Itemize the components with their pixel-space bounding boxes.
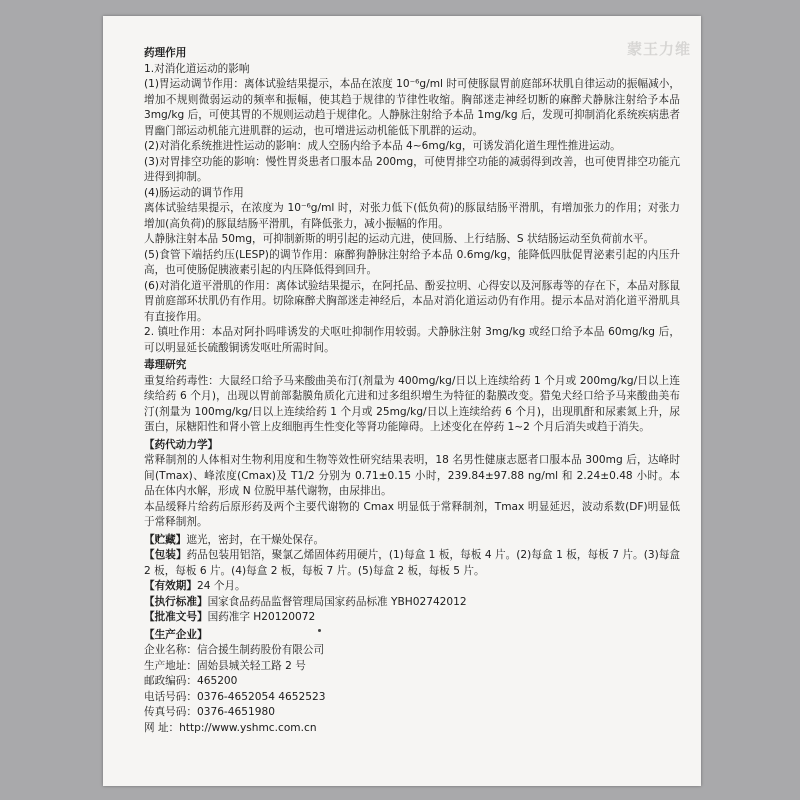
pharmacology-heading: 药理作用 xyxy=(144,47,187,59)
packaging-label: 【包装】 xyxy=(144,549,187,561)
pharmacokinetics-heading: 【药代动力学】 xyxy=(144,438,219,451)
pharmacology-sub1: 1.对消化道运动的影响 xyxy=(144,62,250,75)
validity-label: 【有效期】 xyxy=(144,580,197,592)
toxicology-heading: 毒理研究 xyxy=(144,359,187,371)
pharmacology-para-9: 2. 镇吐作用：本品对阿扑吗啡诱发的犬呕吐抑制作用较弱。犬静脉注射 3mg/kg 或经口给予本品 60mg/kg 后，可以明显延长硫酸铜诱发呕吐所需时间。 xyxy=(144,326,680,354)
leaflet-page xyxy=(103,16,701,786)
validity-row xyxy=(144,579,680,595)
standard-row xyxy=(144,595,680,611)
standard-label: 【执行标准】 xyxy=(144,595,208,608)
pharmacology-para-4: (4)肠运动的调节作用 xyxy=(144,186,244,199)
pharmacology-para-5: 离体试验结果提示，在浓度为 10⁻⁶g/ml 时，对张力低下(低负荷)的豚鼠结肠平滑肌，有增加张力的作用；对张力增加(高负荷)的豚鼠结肠平滑肌，有降低张力，减小振幅的作用。 xyxy=(144,202,680,230)
approval-label: 【批准文号】 xyxy=(144,611,208,623)
manufacturer-heading: 【生产企业】 xyxy=(144,628,208,641)
manufacturer-name: 企业名称：信合援生制药股份有限公司 xyxy=(144,644,325,656)
pharmacology-para-6: 人静脉注射本品 50mg，可抑制新斯的明引起的运动亢进，使回肠、上行结肠、S 状结肠运动至负荷前水平。 xyxy=(144,233,655,245)
leaflet-content xyxy=(144,46,680,736)
manufacturer-fax: 传真号码：0376-4651980 xyxy=(144,706,275,718)
approval-text: 国药准字 H20120072 xyxy=(207,611,316,623)
pharmacology-para-7: (5)食管下端括约压(LESP)的调节作用：麻醉狗静脉注射给予本品 0.6mg/kg，能降低四肽促胃泌素引起的内压升高，也可使肠促胰液素引起的内压降低得到回升。 xyxy=(144,248,680,276)
pharmacology-para-8: (6)对消化道平滑肌的作用：离体试验结果提示，在阿托品、酚妥拉明、心得安以及河豚毒等的存在下，本品对豚鼠胃前庭部环状肌仍有作用。切除麻醉犬胸部迷走神经后，本品对消化道运动仍有作用。提示本品对消化道平滑肌具有直接作用。 xyxy=(144,279,680,323)
pharmacology-para-1: (1)胃运动调节作用：离体试验结果提示，本品在浓度 10⁻⁶g/ml 时可使豚鼠胃前庭部环状肌自律运动的振幅减小，增加不规则微弱运动的频率和振幅，使其趋于规律的节律性收缩。胸部迷走神经切断的麻醉犬静脉注射给予本品 3mg/kg 后，可使其胃的不规则运动趋于规律化。人静脉注射给予本品 1mg/kg 后，发现可抑制消化系统疾病患者胃幽门部运动机能亢进肌群的运动，也可增进运动机能低下肌群的运动。 xyxy=(144,78,680,137)
storage-label: 【贮藏】 xyxy=(144,533,187,546)
pharmacokinetics-para-1: 常释制剂的人体相对生物利用度和生物等效性研究结果表明，18 名男性健康志愿者口服本品 300mg 后，达峰时间(Tmax)、峰浓度(Cmax)及 T1/2 分别为 0.71±0.15 小时，239.84±97.88 ng/ml 和 2.24±0.48 小时。本品在体内水解，形成 N 位脱甲基代谢物，由尿排出。 xyxy=(144,454,680,497)
standard-text: 国家食品药品监督管理局国家药品标准 YBH02742012 xyxy=(207,595,467,608)
pharmacokinetics-para-2: 本品缓释片给药后原形药及两个主要代谢物的 Cmax 明显低于常释制剂，Tmax 明显延迟，波动系数(DF)明显低于常释制剂。 xyxy=(144,500,680,528)
storage-text: 遮光，密封，在干燥处保存。 xyxy=(186,533,325,546)
manufacturer-website: 网 址：http://www.yshmc.com.cn xyxy=(144,721,317,734)
packaging-row xyxy=(144,548,680,579)
manufacturer-address: 生产地址：固始县城关轻工路 2 号 xyxy=(144,659,306,672)
validity-text: 24 个月。 xyxy=(196,580,246,592)
bleed-through-watermark: 蒙王力维 xyxy=(626,40,691,58)
print-speck xyxy=(318,629,321,632)
pharmacology-para-2: (2)对消化系统推进性运动的影响：成人空肠内给予本品 4~6mg/kg，可诱发消化道生理性推进运动。 xyxy=(144,140,621,152)
approval-row xyxy=(144,610,680,626)
manufacturer-phone: 电话号码：0376-4652054 4652523 xyxy=(144,690,326,703)
storage-row xyxy=(144,533,680,549)
packaging-text: 药品包装用铝箔，聚氯乙烯固体药用硬片，(1)每盒 1 板，每板 4 片。(2)每盒 1 板，每板 7 片。(3)每盒 2 板，每板 6 片。(4)每盒 2 板，每板 7 片。(5)每盒 2 板，每板 5 片。 xyxy=(144,549,680,577)
toxicology-para-1: 重复给药毒性：大鼠经口给予马来酸曲美布汀(剂量为 400mg/kg/日以上连续给药 1 个月或 200mg/kg/日以上连续给药 6 个月)，出现以胃前部黏膜角质化亢进和过多组织增生为特征的黏膜改变。猎兔犬经口给予马来酸曲美布汀(剂量为 100mg/kg/日以上连续给药 1 个月或 25mg/kg/日以上连续给药 6 个月)，出现肌酐和尿素氮上升，尿蛋白，尿糖阳性和肾小管上皮细胞再生性变化等肾功能障碍。上述变化在停药 1~2 个月后消失或趋于消失。 xyxy=(144,374,680,433)
pharmacology-para-3: (3)对胃排空功能的影响：慢性胃炎患者口服本品 200mg，可使胃排空功能的减弱得到改善，也可使胃排空功能亢进得到抑制。 xyxy=(144,155,680,183)
manufacturer-postcode: 邮政编码：465200 xyxy=(144,675,238,687)
